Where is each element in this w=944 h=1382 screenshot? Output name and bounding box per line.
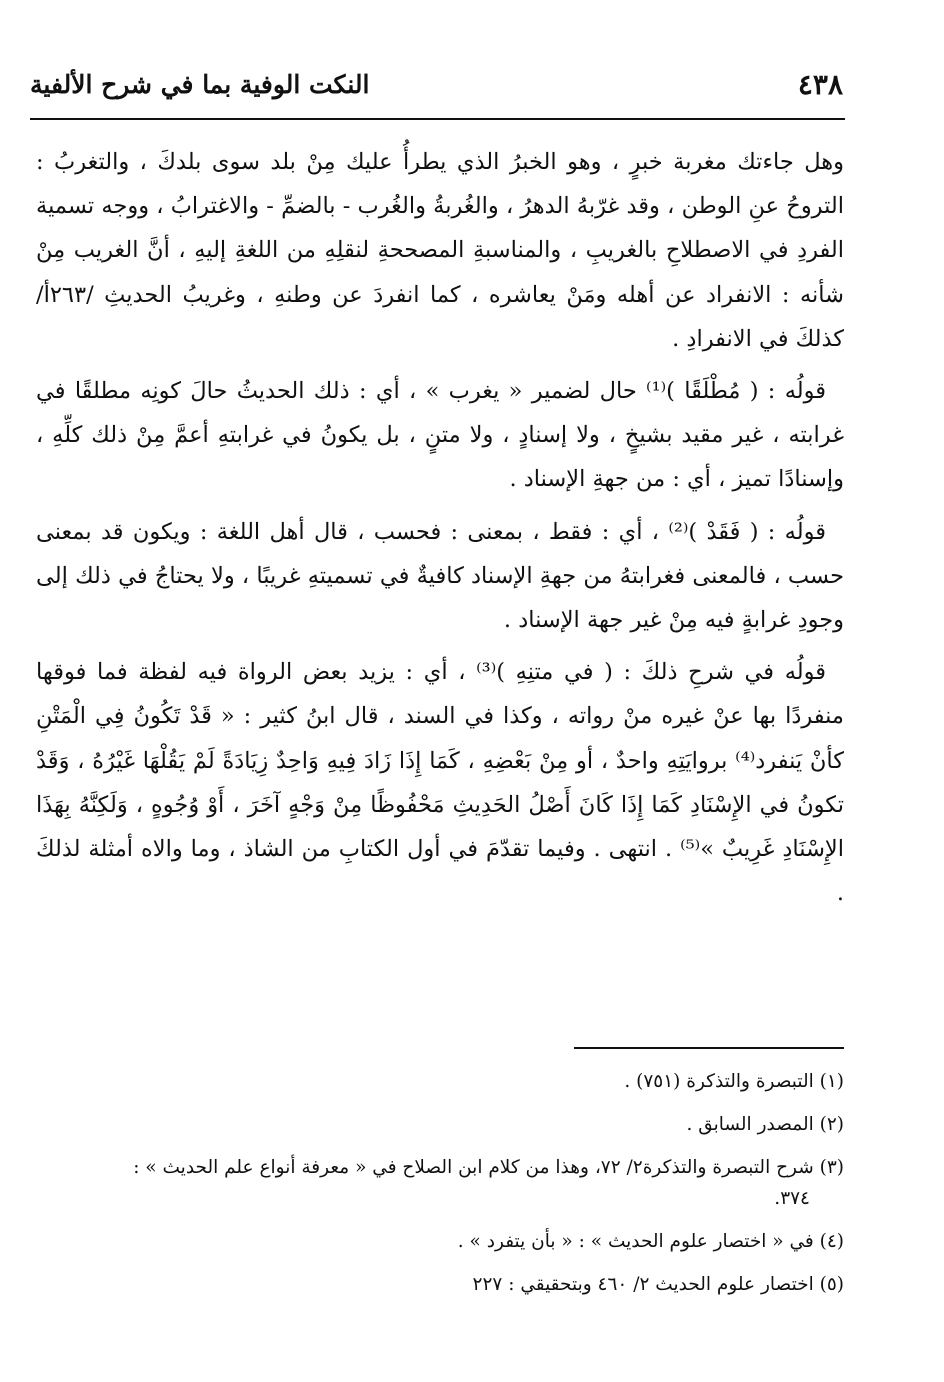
footnote-5 [36, 1269, 844, 1300]
running-header [30, 60, 845, 120]
footnote-separator [574, 1047, 844, 1049]
paragraph-1: وهل جاءتك مغربة خبرٍ ، وهو الخبرُ الذي يطرأُ عليك مِنْ بلد سوى بلدكَ ، والتغربُ : التروحُ عنِ الوطن ، وقد غرّبهُ الدهرُ ، والغُربةُ والغُرب - بالضمِّ - والاغترابُ ، ووجه تسمية الفردِ في الاصطلاحِ بالغريبِ ، والمناسبةِ المصححةِ لنقلِهِ من اللغةِ إليهِ ، أنَّ الغريب مِنْ شأنه : الانفراد عن أهله ومَنْ يعاشره ، كما انفردَ عن وطنهِ ، وغريبُ الحديثِ /٢٦٣أ/ كذلكَ في الانفرادِ . [36, 149, 844, 352]
footnote-text: (١) التبصرة والتذكرة (٧٥١) . [624, 1071, 844, 1092]
footnote-text: (٥) اختصار علوم الحديث ٢/ ٤٦٠ وبتحقيقي : ٢٢٧ [472, 1274, 844, 1295]
footnote-text: (٤) في « اختصار علوم الحديث » : « بأن يتفرد » . [457, 1231, 844, 1252]
page-number: ٤٣٨ [797, 68, 843, 101]
paragraph-3: قولُه : ( فَقَدْ )⁽²⁾ ، أي : فقط ، بمعنى : فحسب ، قال أهل اللغة : ويكون قد بمعنى حسب ، فالمعنى فغرابتهُ من جهةِ الإسناد كافيةٌ في تسميتهِ غريبًا ، ولا يحتاجُ في ذلك إلى وجودِ غرابةٍ فيه مِنْ غير جهة الإسناد . [36, 518, 844, 634]
footnote-text: (٢) المصدر السابق . [686, 1114, 844, 1135]
footnotes [36, 1066, 844, 1312]
main-text [36, 140, 844, 923]
footnote-4 [36, 1226, 844, 1257]
paragraph-2: قولُه : ( مُطْلَقًا )⁽¹⁾ حال لضمير « يغرب » ، أي : ذلك الحديثُ حالَ كونِه مطلقًا في غرابته ، غير مقيد بشيخٍ ، ولا إسنادٍ ، ولا متنٍ ، بل يكونُ في غرابتهِ أعمَّ مِنْ ذلك كلِّهِ ، وإسنادًا تميز ، أي : من جهةِ الإسناد . [36, 378, 844, 493]
footnote-1 [36, 1066, 844, 1097]
footnote-text: (٣) شرح التبصرة والتذكرة٢/ ٧٢، وهذا من كلام ابن الصلاح في « معرفة أنواع علم الحديث » : [133, 1157, 844, 1178]
footnote-continuation: ٣٧٤. [774, 1188, 810, 1209]
book-title: النكت الوفية بما في شرح الألفية [30, 70, 370, 99]
paragraph-4: قولُه في شرحِ ذلكَ : ( في متنِهِ )⁽³⁾ ، أي : يزيد بعض الرواة فيه لفظة فما فوقها منفردًا بها عنْ غيره منْ رواته ، وكذا في السند ، قال ابنُ كثير : « قَدْ تَكُونُ فِي الْمَتْنِ كأنْ يَنفرد⁽⁴⁾ بروايَتِهِ واحدٌ ، أو مِنْ بَعْضِهِ ، كَمَا إِذَا زَادَ فِيهِ وَاحِدٌ زِيَادَةً لَمْ يَقُلْهَا غَيْرُهُ ، وَقَدْ تكونُ في الإِسْنَادِ كَمَا إِذَا كَانَ أَصْلُ الحَدِيثِ مَحْفُوظًا مِنْ وَجْهٍ آخَرَ ، أَوْ وُجُوهٍ ، وَلَكِنَّهُ بِهَذَا الإِسْنَادِ غَرِيبٌ »⁽⁵⁾ . انتهى . وفيما تقدّمَ في أول الكتابِ من الشاذ ، وما والاه أمثلة لذلكَ . [36, 659, 845, 907]
footnote-2 [36, 1109, 844, 1140]
footnote-3 [36, 1152, 844, 1214]
